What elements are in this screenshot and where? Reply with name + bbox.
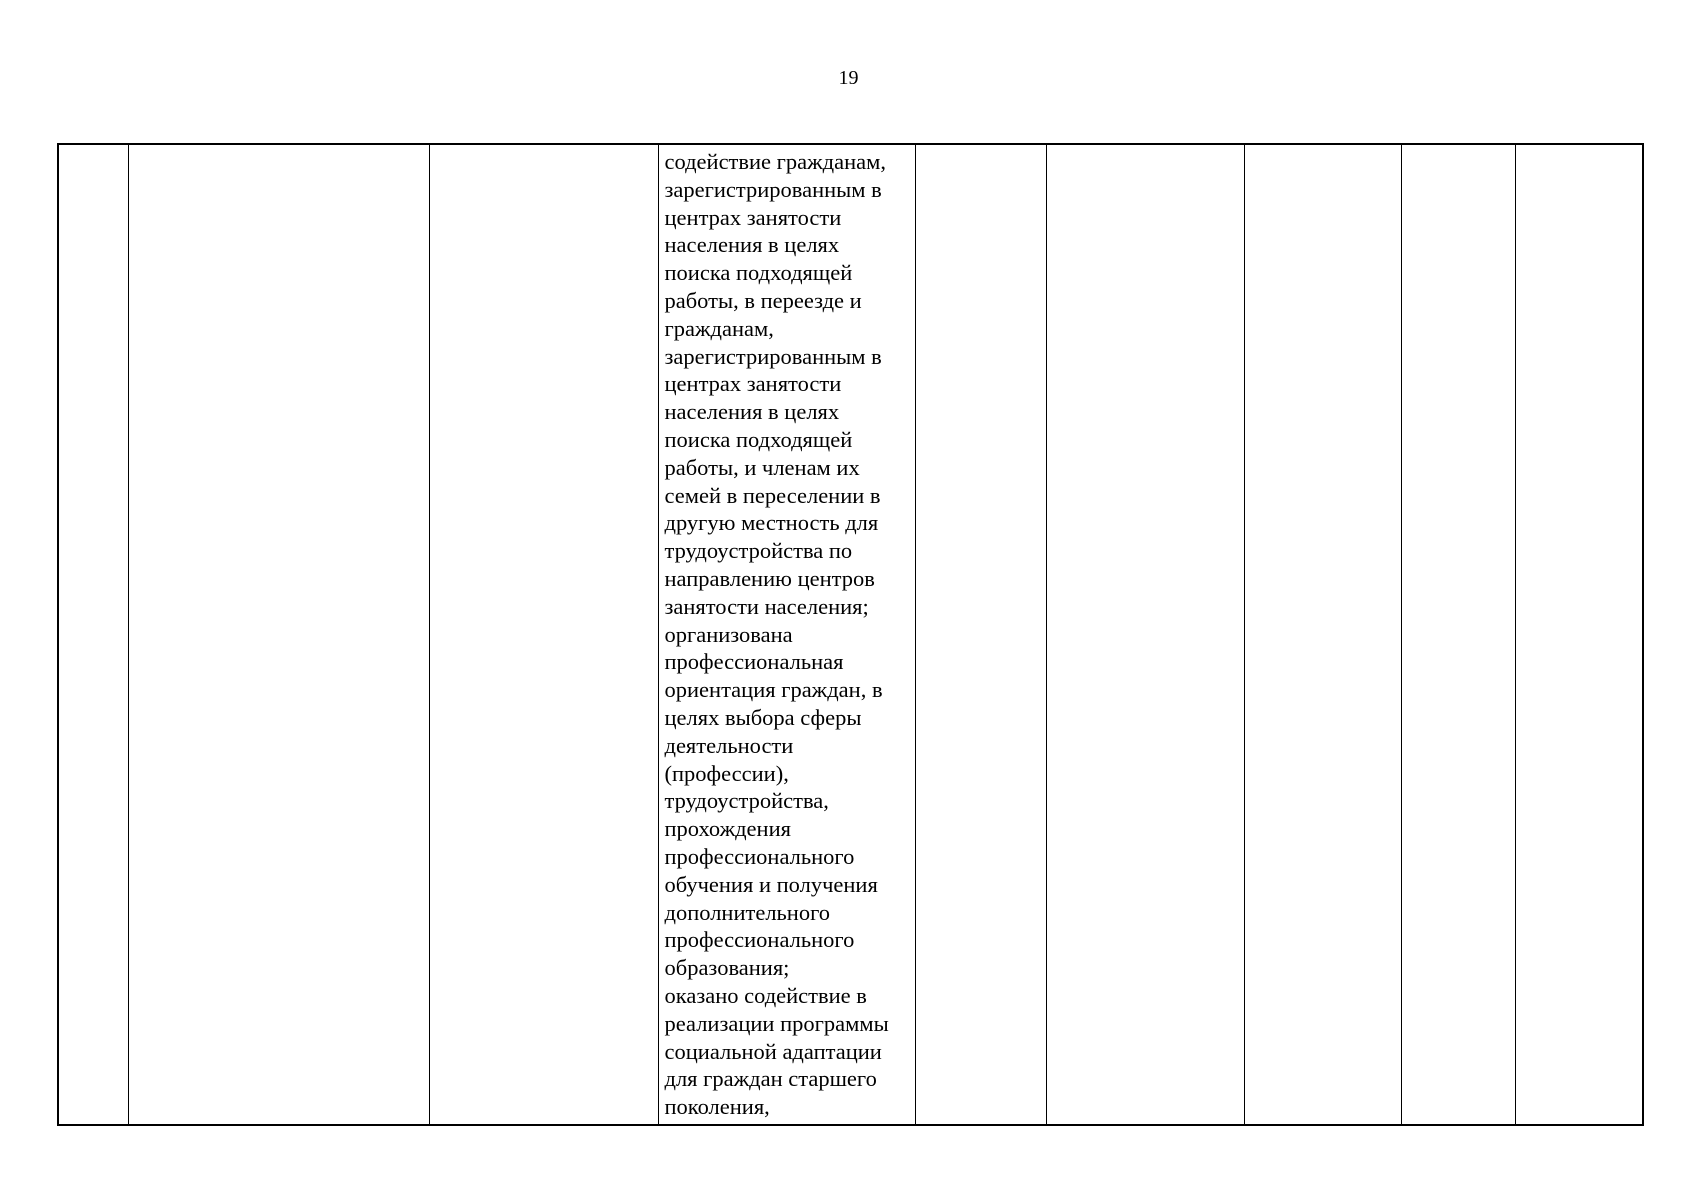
text-line: населения в целях [664, 232, 840, 258]
text-line: целях выбора сферы [664, 704, 862, 730]
text-line: работы, в переезде и [664, 287, 862, 313]
text-line: поиска подходящей [664, 426, 853, 452]
table-cell-7 [1244, 144, 1401, 1125]
text-line: трудоустройства, [664, 788, 829, 814]
text-line: зарегистрированным в [664, 176, 882, 202]
text-line: оказано содействие в [664, 982, 867, 1008]
page-number: 19 [838, 67, 859, 89]
table-row [58, 144, 1643, 1125]
text-line: дополнительного [664, 899, 831, 925]
text-line: образования; [664, 955, 790, 981]
table-cell-number [58, 144, 128, 1125]
text-line: трудоустройства по [664, 538, 853, 564]
text-line: занятости населения; [664, 593, 869, 619]
table-cell-responsible [429, 144, 658, 1125]
text-line: профессионального [664, 927, 855, 953]
text-line: поиска подходящей [664, 260, 853, 286]
text-line: направлению центров [664, 565, 875, 591]
text-line: гражданам, [664, 315, 774, 341]
measures-table [57, 143, 1644, 1126]
text-line: профессионального [664, 843, 855, 869]
text-line: работы, и членам их [664, 454, 860, 480]
text-line: реализации программы [664, 1010, 889, 1036]
text-line: профессиональная [664, 649, 844, 675]
text-line: содействие гражданам, [664, 149, 886, 174]
text-line: деятельности [664, 732, 794, 758]
text-line: другую местность для [664, 510, 879, 536]
text-line: зарегистрированным в [664, 343, 882, 369]
text-line: (профессии), [664, 760, 789, 786]
text-line: центрах занятости [664, 204, 842, 230]
text-line: для граждан старшего [664, 1066, 877, 1092]
text-line: поколения, [664, 1094, 770, 1120]
table-cell-5 [915, 144, 1046, 1125]
text-line: прохождения [664, 816, 791, 842]
table-cell-result [658, 144, 915, 1125]
result-text [659, 145, 915, 1121]
text-line: населения в целях [664, 399, 840, 425]
text-line: ориентация граждан, в [664, 677, 883, 703]
table-cell-8 [1401, 144, 1515, 1125]
text-line: обучения и получения [664, 871, 878, 897]
table-cell-name [128, 144, 429, 1125]
table-cell-9 [1515, 144, 1643, 1125]
text-line: семей в переселении в [664, 482, 881, 508]
text-line: центрах занятости [664, 371, 842, 397]
text-line: организована [664, 621, 793, 647]
table-cell-6 [1046, 144, 1244, 1125]
text-line: социальной адаптации [664, 1038, 882, 1064]
